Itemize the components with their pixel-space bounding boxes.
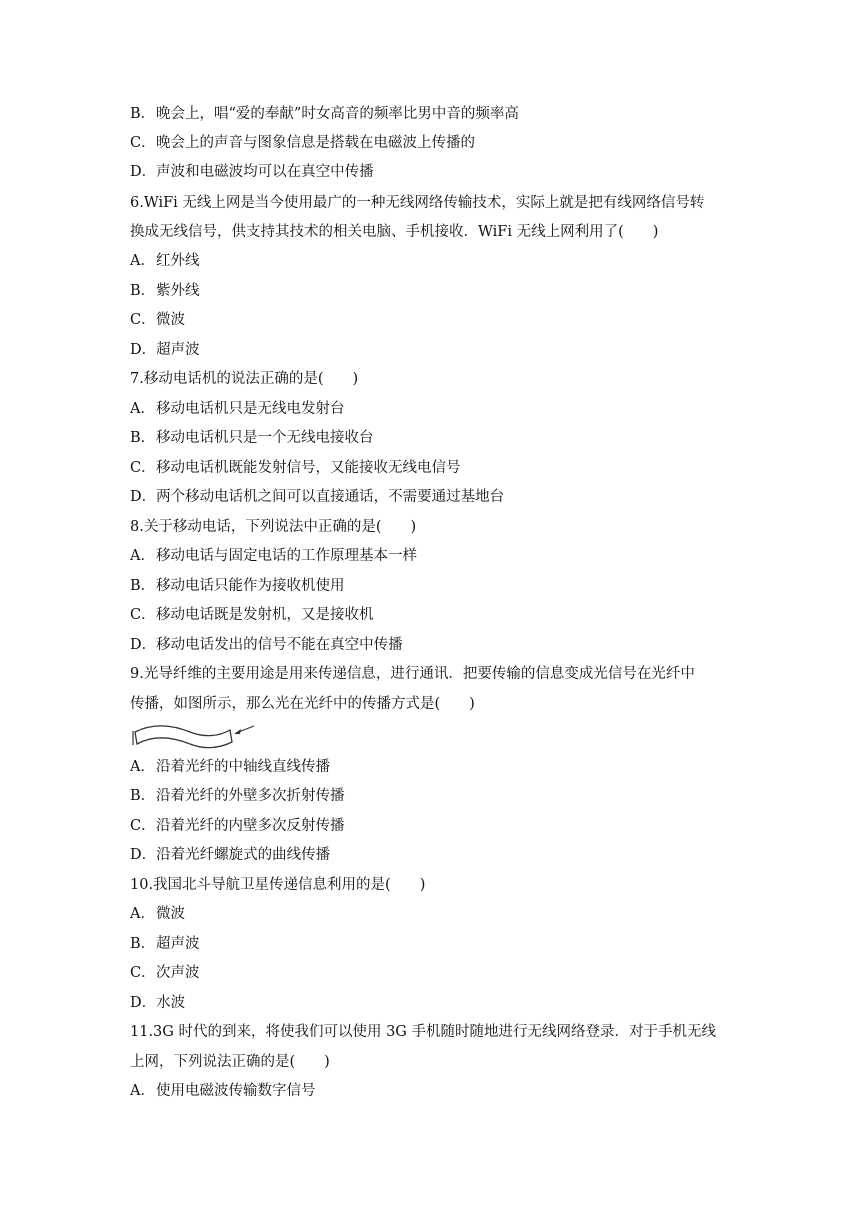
- option-9b: B．沿着光纤的外壁多次折射传播: [130, 788, 345, 804]
- question-9-line-2: 传播，如图所示，那么光在光纤中的传播方式是( ): [130, 696, 475, 712]
- option-10b: B．超声波: [130, 936, 200, 952]
- option-8a: A．移动电话与固定电话的工作原理基本一样: [130, 548, 417, 564]
- question-11-line-2: 上网，下列说法正确的是( ): [130, 1054, 330, 1070]
- option-6b: B．紫外线: [130, 283, 200, 299]
- option-9d: D．沿着光纤螺旋式的曲线传播: [130, 847, 331, 863]
- fiber-shape: [135, 726, 232, 748]
- option-9a: A．沿着光纤的中轴线直线传播: [130, 759, 330, 775]
- question-8: 8.关于移动电话，下列说法中正确的是( ): [130, 519, 417, 535]
- option-8b: B．移动电话只能作为接收机使用: [130, 578, 345, 594]
- option-7a: A．移动电话机只是无线电发射台: [130, 401, 345, 417]
- option-10c: C．次声波: [130, 965, 200, 981]
- question-7: 7.移动电话机的说法正确的是( ): [130, 371, 359, 387]
- option-11a: A．使用电磁波传输数字信号: [130, 1083, 316, 1099]
- option-6a: A．红外线: [130, 253, 200, 269]
- option-5d: D．声波和电磁波均可以在真空中传播: [130, 164, 374, 180]
- option-7c: C．移动电话机既能发射信号，又能接收无线电信号: [130, 460, 461, 476]
- option-9c: C．沿着光纤的内壁多次反射传播: [130, 818, 345, 834]
- optical-fiber-figure: [130, 722, 260, 750]
- arrowhead-icon: [234, 729, 241, 734]
- question-9-line-1: 9.光导纤维的主要用途是用来传递信息，进行通讯．把要传输的信息变成光信号在光纤中: [130, 666, 695, 682]
- option-5b: B．晚会上，唱“爱的奉献”时女高音的频率比男中音的频率高: [130, 106, 519, 122]
- option-7d: D．两个移动电话机之间可以直接通话，不需要通过基地台: [130, 489, 505, 505]
- option-7b: B．移动电话机只是一个无线电接收台: [130, 430, 374, 446]
- option-5c: C．晚会上的声音与图象信息是搭载在电磁波上传播的: [130, 135, 475, 151]
- option-10d: D．水波: [130, 995, 186, 1011]
- option-8d: D．移动电话发出的信号不能在真空中传播: [130, 637, 403, 653]
- option-6c: C．微波: [130, 312, 185, 328]
- option-6d: D．超声波: [130, 342, 200, 358]
- question-6-line-1: 6.WiFi 无线上网是当今使用最广的一种无线网络传输技术，实际上就是把有线网络信号转: [130, 195, 705, 211]
- question-11-line-1: 11.3G 时代的到来，将使我们可以使用 3G 手机随时随地进行无线网络登录．对于手机无线: [130, 1024, 717, 1040]
- question-6-line-2: 换成无线信号，供支持其技术的相关电脑、手机接收．WiFi 无线上网利用了( ): [130, 224, 659, 240]
- option-10a: A．微波: [130, 906, 185, 922]
- question-10: 10.我国北斗导航卫星传递信息利用的是( ): [130, 877, 426, 893]
- option-8c: C．移动电话既是发射机，又是接收机: [130, 607, 374, 623]
